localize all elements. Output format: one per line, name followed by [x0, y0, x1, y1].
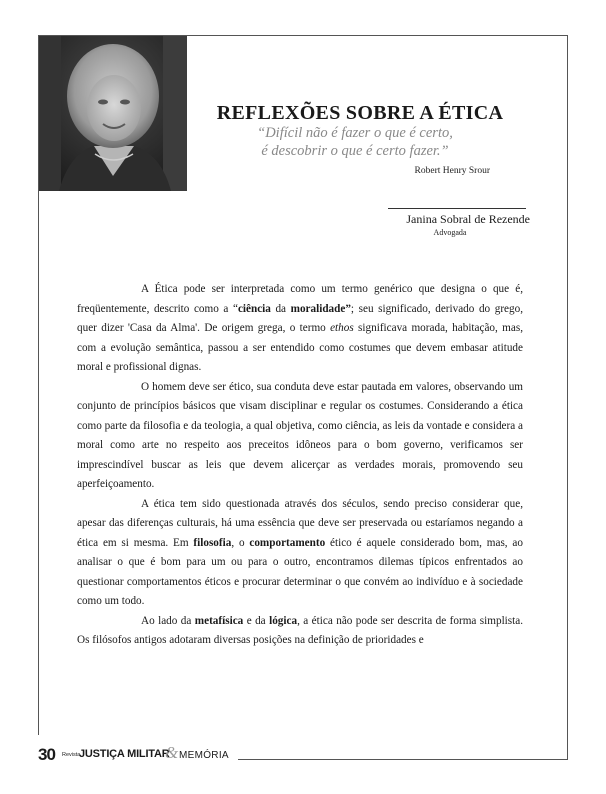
text-run: Ao lado da: [141, 614, 195, 627]
bold-term: filosofia: [193, 536, 232, 549]
text-run: A Ética pode ser interpretada como um termo genérico que designa o que é, freqüentemente, descrito como a “: [77, 283, 523, 315]
bold-term: metafísica: [194, 614, 244, 627]
author-photo: [39, 36, 187, 191]
bold-term: lógica: [269, 614, 298, 627]
magazine-name: JUSTIÇA MILITAR: [79, 748, 170, 760]
article-title: REFLEXÕES SOBRE A ÉTICA: [216, 102, 504, 124]
text-run: A ética tem sido questionada através dos séculos, sendo preciso considerar que, apesar das diferenças culturais, há uma essência que deve ser preservada ou estaríamos negando a ética em si mesma. Em: [77, 497, 523, 549]
paragraph-2: [77, 378, 523, 495]
bold-term: ”: [345, 302, 351, 315]
text-run: e da: [243, 614, 270, 627]
text-run: O homem deve ser ético, sua conduta deve estar pautada em valores, observando um conjunto de princípios básicos que visam disciplinar e regular os costumes. Considerando a ética como parte da filosofia e da teologia, a qual objetiva, como ciência, as leis da vontade e considera a moral como arte no respeito aos preceitos idôneos para o bom governo, verificamos ser imprescindível buscar as leis que devem alicerçar as verdades morais, promovendo seu aperfeiçoamento.: [77, 380, 523, 490]
author-name: Janina Sobral de Rezende: [406, 212, 530, 226]
bold-term: moralidade: [290, 302, 346, 315]
bold-term: comportamento: [249, 536, 326, 549]
quote-line-2: é descobrir o que é certo fazer.”: [261, 143, 449, 159]
text-run: , a ética não pode ser descrita de forma simplista. Os filósofos antigos adotaram diversas posições na definição de prioridades e: [77, 614, 524, 646]
paragraph-3: [77, 495, 523, 612]
author-signature-line: [388, 208, 526, 209]
text-run: , o: [231, 536, 250, 549]
magazine-suffix: MEMÓRIA: [179, 750, 229, 761]
frame-right-rule: [567, 35, 568, 759]
author-role: Advogada: [433, 228, 467, 237]
epigraph-quote: [200, 124, 510, 160]
paragraph-1: [77, 280, 523, 378]
author-portrait-image: [39, 36, 187, 191]
text-run: significava morada, habitação, mas, com a evolução semântica, passou a ser entendido como costumes que devem embasar atitude moral e profissional dignas.: [77, 322, 523, 373]
page-number: 30: [38, 745, 55, 764]
article-body: [77, 280, 523, 651]
frame-bottom-rule: [238, 759, 568, 760]
text-run: ético é aquele considerado bom, mas, ao analisar o que é bom para um ou para o outro, encontramos dilemas típicos enfrentados ao questionar comportamentos éticos e procurar determinar o que convém ao indivíduo e à sociedade como um todo.: [77, 536, 523, 607]
quote-author: Robert Henry Srour: [414, 166, 490, 176]
text-run: ; seu significado, derivado do grego, quer dizer 'Casa da Alma'. De origem grega, o termo: [77, 302, 524, 334]
quote-line-1: “Difícil não é fazer o que é certo,: [257, 125, 453, 141]
paragraph-4: [77, 612, 523, 651]
revista-label: Revista: [62, 752, 81, 758]
text-run: da: [270, 302, 291, 315]
bold-term: ciência: [237, 302, 271, 315]
magazine-ampersand: &: [165, 743, 179, 762]
italic-term: ethos: [330, 322, 354, 334]
